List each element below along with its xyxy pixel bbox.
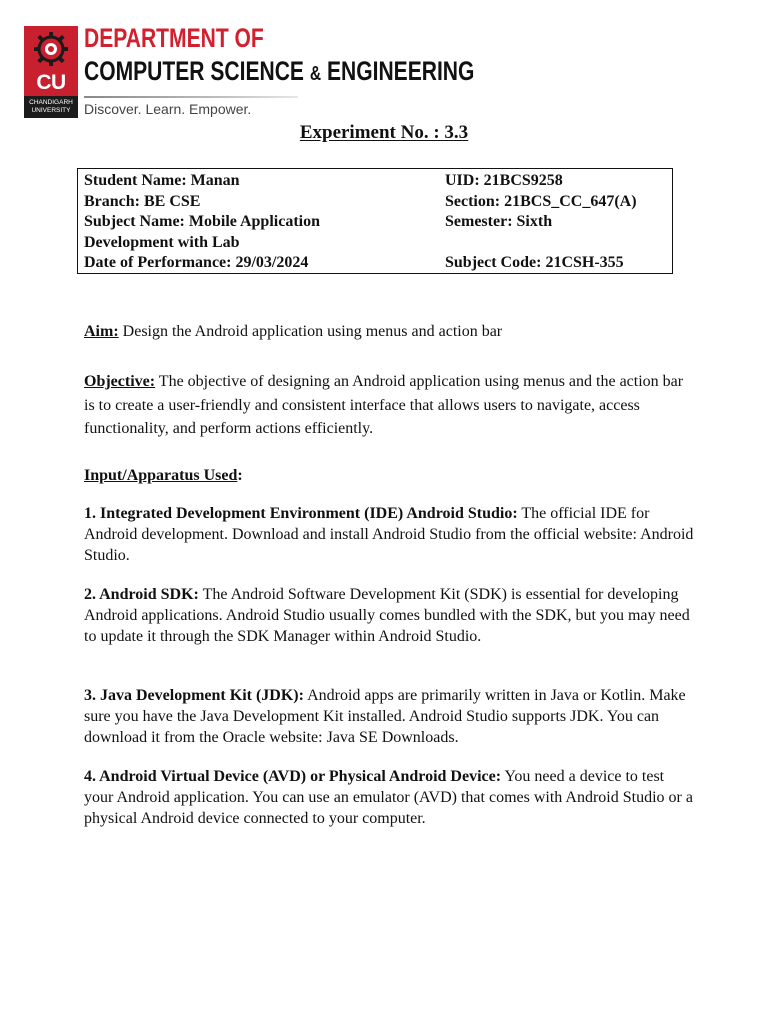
list-item (84, 584, 694, 647)
apparatus-item-2-label: 2. Android SDK: (84, 586, 199, 603)
list-item (84, 685, 694, 748)
apparatus-item-1 (84, 503, 694, 566)
info-right-column (445, 171, 670, 274)
list-item (84, 503, 694, 566)
logo-cu-text: CU (36, 71, 66, 94)
apparatus-heading (84, 465, 694, 486)
subject-code: Subject Code: 21CSH-355 (445, 254, 624, 272)
tagline: Discover. Learn. Empower. (84, 101, 252, 117)
uid: UID: 21BCS9258 (445, 172, 563, 189)
subject-name: Subject Name: Mobile Application (84, 213, 320, 231)
department-heading-main: COMPUTER SCIENCE (84, 56, 310, 86)
university-logo (24, 26, 78, 118)
apparatus-item-3-label: 3. Java Development Kit (JDK): (84, 687, 304, 704)
apparatus-item-1-label: 1. Integrated Development Environment (IDE) Android Studio: (84, 505, 518, 522)
apparatus-heading-section (84, 465, 694, 486)
list-item (84, 766, 694, 829)
objective-section (84, 370, 694, 441)
objective-label: Objective: (84, 373, 156, 390)
apparatus-heading-label: Input/Apparatus Used (84, 467, 238, 484)
department-heading-ampersand: & (309, 63, 322, 85)
objective-paragraph (84, 370, 694, 441)
header-divider (84, 96, 298, 98)
subject-name-continued: Development with Lab (84, 233, 240, 251)
apparatus-item-2-text: The Android Software Development Kit (SDK) is essential for developing Android applications. Android Studio usually comes bundled with the SDK, but you may need to update it through the SDK Manager within Android Studio. (84, 586, 690, 645)
apparatus-item-1-text: The official IDE for Android development. Download and install Android Studio from the official website: Android Studio. (84, 505, 694, 564)
department-heading-line1: DEPARTMENT OF (84, 23, 264, 53)
experiment-title: Experiment No. : 3.3 (299, 122, 469, 143)
gear-emblem-icon (24, 26, 78, 74)
department-heading-line2 (84, 55, 474, 90)
department-heading-end: ENGINEERING (321, 56, 475, 86)
apparatus-item-4 (84, 766, 694, 829)
objective-text: The objective of designing an Android application using menus and the action bar is to create a user-friendly and consistent interface that allows users to navigate, access functionality, and perform actions efficiently. (84, 373, 684, 437)
apparatus-item-3 (84, 685, 694, 748)
aim-section (84, 321, 694, 342)
apparatus-item-2 (84, 584, 694, 647)
aim-paragraph (84, 321, 694, 342)
student-info-table (77, 168, 673, 274)
apparatus-item-4-text: You need a device to test your Android application. You can use an emulator (AVD) that comes with Android Studio or a physical Android device connected to your computer. (84, 768, 693, 827)
logo-university-text: CHANDIGARH UNIVERSITY (24, 96, 78, 118)
apparatus-item-4-label: 4. Android Virtual Device (AVD) or Physical Android Device: (84, 768, 502, 785)
info-left-column (84, 171, 414, 274)
branch: Branch: BE CSE (84, 192, 201, 210)
date-of-performance: Date of Performance: 29/03/2024 (84, 254, 309, 272)
aim-label: Aim: (84, 323, 119, 340)
student-name: Student Name: Manan (84, 172, 240, 189)
apparatus-item-3-text: Android apps are primarily written in Java or Kotlin. Make sure you have the Java Development Kit installed. Android Studio supports JDK. You can download it from the Oracle website: Java SE Downloads. (84, 687, 686, 746)
apparatus-heading-colon: : (237, 467, 243, 484)
semester: Semester: Sixth (445, 213, 553, 231)
section: Section: 21BCS_CC_647(A) (445, 192, 637, 210)
aim-text: Design the Android application using menus and action bar (118, 323, 503, 340)
